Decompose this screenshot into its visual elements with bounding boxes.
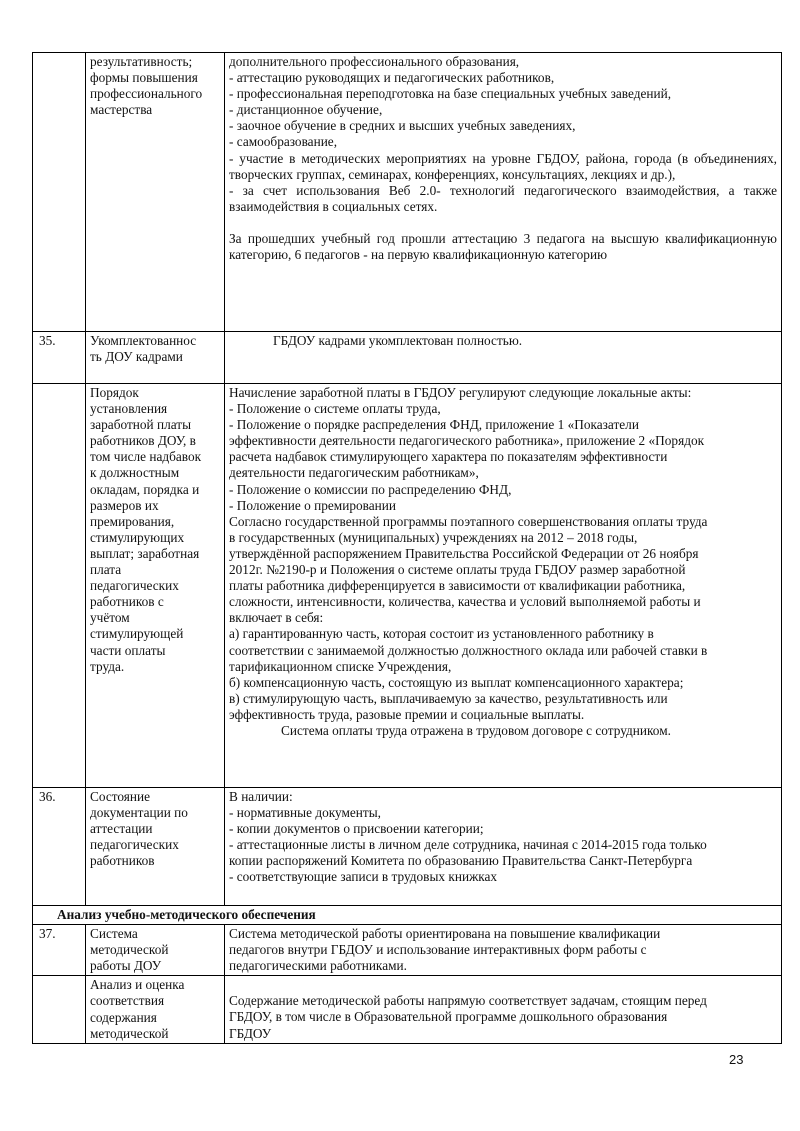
row-number: 36. (33, 788, 86, 906)
row-number (33, 53, 86, 332)
row-title: Система методической работы ДОУ (86, 925, 225, 976)
row-number (33, 976, 86, 1043)
row-content: ГБДОУ кадрами укомплектован полностью. (225, 332, 782, 384)
row-title: Порядок установления заработной платы работников ДОУ, в том числе надбавок к должностным окладам, порядка и размеров их премирования, стимулирующих выплат; заработная плата педагогических работников с учётом стимулирующей части оплаты труда. (86, 384, 225, 788)
row-content: В наличии: - нормативные документы, - копии документов о присвоении категории; - аттестационные листы в личном деле сотрудника, начиная с 2014-2015 года только копии распоряжений Комитета по образованию Правительства Санкт-Петербурга - соответствующие записи в трудовых книжках (225, 788, 782, 906)
pay-system-closing: Система оплаты труда отражена в трудовом договоре с сотрудником. (281, 722, 671, 738)
attestation-summary: За прошедших учебный год прошли аттестацию 3 педагога на высшую квалификационную категорию, 6 педагогов - на первую квалификационную категорию (229, 230, 777, 263)
row-title: Анализ и оценка соответствия содержания методической (86, 976, 225, 1043)
row-content: дополнительного профессионального образования, - аттестацию руководящих и педагогических работников, - профессиональная переподготовка на базе специальных учебных заведений, - дистанционное обучение, - заочное обучение в средних и высших учебных заведениях, - самообразование, - участие в методических мероприятиях на уровне ГБДОУ, района, города (в объединениях, творческих группах, семинарах, конференциях, консультациях, лекциях и др.), - за счет использования Веб 2.0- технологий педагогического взаимодействия, а также взаимодействия в социальных сетях. За прошедших учебный год прошли аттестацию 3 педагога на высшую квалификационную категорию, 6 педагогов - на первую квалификационную категорию (225, 53, 782, 332)
table-row (33, 53, 782, 332)
row-content: Начисление заработной платы в ГБДОУ регулируют следующие локальные акты: - Положение о системе оплаты труда, - Положение о порядке распределения ФНД, приложение 1 «Показатели эффективности деятельности педагогического работника», приложение 2 «Порядок расчета надбавок стимулирующего характера по показателям эффективности деятельности педагогическим работникам», - Положение о комиссии по распределению ФНД, - Положение о премировании Согласно государственной программы поэтапного совершенствования оплаты труда в государственных (муниципальных) учреждениях на 2012 – 2018 годы, утверждённой распоряжением Правительства Российской Федерации от 26 ноября 2012г. №2190-р и Положения о системе оплаты труда ГБДОУ размер заработной платы работника дифференцируется в зависимости от квалификации работника, сложности, интенсивности, количества, качества и условий выполняемой работы и включает в себя: а) гарантированную часть, которая состоит из установленного работнику в соответствии с занимаемой должностью должностного оклада или рабочей ставки в тарификационном списке Учреждения, б) компенсационную часть, состоящую из выплат компенсационного характера; в) стимулирующую часть, выплачиваемую за качество, результативность или эффективность труда, разовые премии и социальные выплаты. Система оплаты труда отражена в трудовом договоре с сотрудником. (225, 384, 782, 788)
row-number: 35. (33, 332, 86, 384)
table-row (33, 332, 782, 384)
row-content: Система методической работы ориентирована на повышение квалификации педагогов внутри ГБДОУ и использование интерактивных форм работы с педагогическими работниками. (225, 925, 782, 976)
section-title: Анализ учебно-методического обеспечения (33, 906, 782, 925)
row-content: Содержание методической работы напрямую соответствует задачам, стоящим перед ГБДОУ, в том числе в Образовательной программе дошкольного образования ГБДОУ (225, 976, 782, 1043)
row-title: Укомплектованнос ть ДОУ кадрами (86, 332, 225, 384)
row-number: 37. (33, 925, 86, 976)
row-title: Состояние документации по аттестации педагогических работников (86, 788, 225, 906)
row-title: результативность; формы повышения профессионального мастерства (86, 53, 225, 332)
report-table (32, 52, 782, 1044)
table-row (33, 925, 782, 976)
table-row (33, 976, 782, 1043)
row-number (33, 384, 86, 788)
section-row (33, 906, 782, 925)
table-row (33, 384, 782, 788)
page-number: 23 (729, 1052, 744, 1067)
table-row (33, 788, 782, 906)
